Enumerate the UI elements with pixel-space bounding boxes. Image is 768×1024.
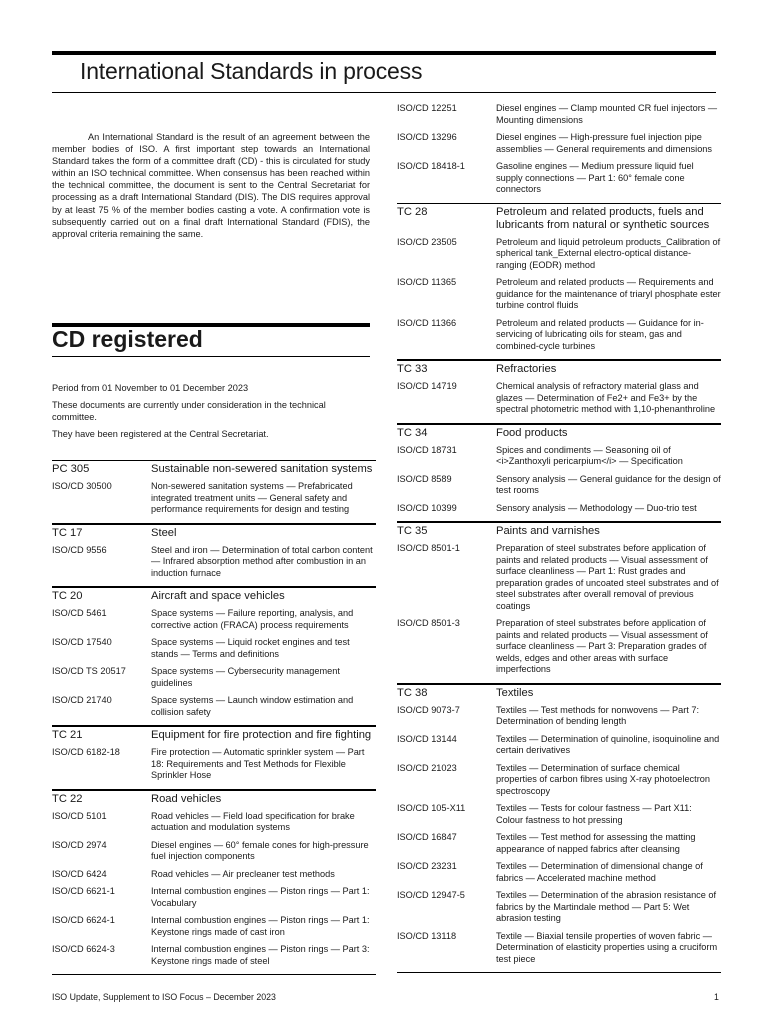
standard-code: ISO/CD 23505	[397, 236, 457, 247]
committee-name: Equipment for fire protection and fire fighting	[151, 729, 372, 741]
standard-title: Steel and iron — Determination of total carbon content — Infrared absorption method after combustion in an induction furnace	[151, 544, 373, 578]
standard-row	[397, 890, 721, 931]
committee-group	[52, 524, 376, 588]
committee-code: TC 33	[397, 363, 428, 375]
standard-row	[397, 277, 721, 318]
standard-code: ISO/CD 6624-3	[52, 944, 115, 954]
standard-title: Diesel engines — 60° female cones for high-pressure fuel injection components	[151, 839, 369, 861]
standard-code: ISO/CD 2974	[52, 839, 107, 850]
standard-code: ISO/CD 11365	[397, 277, 457, 287]
footer-text: ISO Update, Supplement to ISO Focus – December 2023	[52, 992, 276, 1002]
standard-row	[397, 445, 721, 474]
standard-row	[397, 931, 721, 972]
left-column	[52, 460, 376, 975]
standard-title: Internal combustion engines — Piston rings — Part 3: Keystone rings made of steel	[151, 944, 370, 966]
committee-items	[52, 478, 376, 523]
standard-row	[397, 763, 721, 804]
standard-row	[397, 734, 721, 763]
standard-code: ISO/CD 5101	[52, 810, 107, 821]
consideration-text: These documents are currently under consideration in the technical committee.	[52, 400, 326, 422]
title-underline	[52, 92, 716, 93]
standard-row	[52, 886, 376, 915]
standard-title: Diesel engines — High-pressure fuel injection pipe assemblies — General requirements and dimensions	[496, 132, 713, 154]
committee-group	[52, 726, 376, 790]
committee-name: Textiles	[496, 686, 534, 699]
page-number: 1	[714, 992, 719, 1002]
standard-code: ISO/CD 10399	[397, 502, 457, 513]
committee-name: Steel	[151, 526, 177, 539]
standard-code: ISO/CD 12947-5	[397, 890, 465, 900]
standard-row	[52, 637, 376, 666]
standard-title: Space systems — Liquid rocket engines and test stands — Terms and definitions	[151, 637, 350, 659]
standard-code: ISO/CD 16847	[397, 832, 457, 842]
standard-code: ISO/CD 6624-1	[52, 915, 115, 925]
standard-row	[52, 545, 376, 586]
standard-code: ISO/CD 23231	[397, 861, 457, 871]
standard-row	[397, 381, 721, 422]
committee-name: Petroleum and related products, fuels and lubricants from natural or synthetic sources	[496, 205, 710, 231]
standard-row	[397, 832, 721, 861]
title-rule	[52, 51, 716, 55]
standard-title: Textiles — Tests for colour fastness — Part X11: Colour fastness to hot pressing	[496, 803, 692, 825]
committee-items	[397, 442, 721, 522]
committee-header	[52, 460, 376, 478]
committee-group	[397, 360, 721, 424]
standard-code: ISO/CD 11366	[397, 317, 457, 328]
committee-code: PC 305	[52, 463, 90, 475]
standard-row	[52, 840, 376, 869]
committee-code: TC 28	[397, 205, 428, 218]
standard-title: Space systems — Failure reporting, analysis, and corrective action (FRACA) process requirements	[151, 608, 354, 630]
standard-row	[52, 944, 376, 973]
standard-row	[397, 161, 721, 202]
standard-code: ISO/CD 13118	[397, 930, 457, 941]
standard-title: Petroleum and related products — Requirements and guidance for the maintenance of triaryl phosphate ester turbine control fluids	[496, 277, 721, 310]
committee-header	[52, 587, 376, 605]
committee-header	[397, 424, 721, 442]
standard-row	[397, 861, 721, 890]
standard-code: ISO/CD 105-X11	[397, 803, 466, 813]
standard-code: ISO/CD 14719	[397, 381, 457, 391]
standard-code: ISO/CD 5461	[52, 608, 107, 618]
standard-row	[397, 543, 721, 618]
committee-code: TC 17	[52, 526, 83, 539]
committee-name: Road vehicles	[151, 792, 222, 805]
standard-row	[52, 695, 376, 724]
standard-title: Space systems — Cybersecurity management guidelines	[151, 666, 340, 688]
cd-underline	[52, 356, 370, 357]
committee-group	[397, 522, 721, 684]
standard-row	[397, 618, 721, 682]
standard-title: Sensory analysis — General guidance for the design of test rooms	[496, 473, 721, 495]
standard-title: Preparation of steel substrates before application of paints and related products — Visual assessment of surface cleanliness — Part 1: Rust grades and preparation grades of uncoated steel substrates and of steel substrates after overall removal of previous coatings	[496, 543, 719, 611]
committee-name: Food products	[496, 426, 568, 439]
standard-title: Internal combustion engines — Piston rings — Part 1: Keystone rings made of cast iron	[151, 915, 370, 937]
standard-code: ISO/CD TS 20517	[52, 666, 126, 676]
committee-items	[52, 808, 376, 975]
standard-title: Textiles — Determination of quinoline, isoquinoline and certain derivatives	[496, 733, 720, 755]
standard-title: Textiles — Determination of dimensional change of fabrics — Accelerated machine method	[496, 861, 703, 883]
standard-title: Road vehicles — Air precleaner test methods	[151, 868, 335, 879]
standard-title: Chemical analysis of refractory material glass and glazes — Determination of Fe2+ and Fe3+ by the spectral photometric method with 1,10-phenanthroline	[496, 381, 716, 414]
committee-group	[52, 460, 376, 524]
intro-paragraph	[52, 131, 370, 240]
standard-code: ISO/CD 18731	[397, 444, 457, 455]
standard-code: ISO/CD 8589	[397, 473, 452, 484]
committee-header	[397, 522, 721, 540]
standard-code: ISO/CD 9073-7	[397, 704, 460, 715]
standard-row	[52, 481, 376, 522]
standard-row	[397, 103, 721, 132]
standard-title: Internal combustion engines — Piston rings — Part 1: Vocabulary	[151, 886, 370, 908]
committee-name: Refractories	[496, 363, 557, 375]
standard-title: Sensory analysis — Methodology — Duo-trio test	[496, 502, 697, 513]
standard-title: Petroleum and liquid petroleum products_Calibration of spherical tank_External electro-optical distance-ranging (EODR) method	[496, 236, 721, 270]
committee-code: TC 34	[397, 426, 428, 439]
page-title: International Standards in process	[80, 58, 423, 84]
committee-group	[397, 424, 721, 523]
committee-items	[397, 234, 721, 360]
committee-name: Sustainable non-sewered sanitation systems	[151, 463, 373, 475]
standard-title: Preparation of steel substrates before application of paints and related products — Visual assessment of surface cleanliness — Part 3: Preparation grades of welds, edges and other areas with surface imperfections	[496, 618, 708, 674]
standard-row	[52, 811, 376, 840]
standard-row	[52, 747, 376, 788]
intro-text: An International Standard is the result of an agreement between the member bodies of ISO. A first important step towards an International Standard takes the form of a committee draft (CD) - this is circulated for study within an ISO technical committee. When consensus has been reached within the technical committee, the document is sent to the Central Secretariat for processing as a draft International Standard (DIS). The DIS requires approval by at least 75 % of the member bodies casting a vote. A confirmation vote is subsequently carried out on a final draft International Standard (FDIS), the approval criteria remaining the same.	[52, 132, 370, 239]
standard-row	[397, 503, 721, 521]
standard-title: Non-sewered sanitation systems — Prefabricated integrated treatment units — General safety and performance requirements for design and testing	[151, 481, 353, 514]
committee-code: TC 35	[397, 525, 428, 537]
standard-code: ISO/CD 8501-3	[397, 618, 460, 628]
standard-code: ISO/CD 13296	[397, 132, 457, 142]
standard-title: Textiles — Test methods for nonwovens — Part 7: Determination of bending length	[496, 704, 700, 726]
committee-items	[52, 744, 376, 789]
standard-code: ISO/CD 21023	[397, 762, 457, 773]
standard-title: Textiles — Determination of surface chemical properties of carbon fibres using X-ray photoelectron spectroscopy	[496, 762, 710, 796]
committee-group	[397, 684, 721, 974]
standard-row	[397, 318, 721, 359]
committee-code: TC 38	[397, 686, 428, 699]
standard-title: Diesel engines — Clamp mounted CR fuel injectors — Mounting dimensions	[496, 103, 718, 125]
committee-group	[397, 203, 721, 361]
standard-code: ISO/CD 12251	[397, 103, 457, 113]
standard-code: ISO/CD 30500	[52, 481, 112, 491]
standard-code: ISO/CD 6424	[52, 868, 107, 879]
standard-title: Fire protection — Automatic sprinkler system — Part 18: Requirements and Test Methods for Flexible Sprinkler Hose	[151, 747, 365, 780]
standard-row	[397, 474, 721, 503]
standard-row	[397, 705, 721, 734]
cd-title: CD registered	[52, 326, 203, 352]
standard-row	[52, 915, 376, 944]
standard-code: ISO/CD 21740	[52, 695, 112, 705]
standard-row	[397, 132, 721, 161]
standard-title: Textiles — Test method for assessing the matting appearance of napped fabrics after cleansing	[496, 832, 696, 854]
standard-row	[52, 869, 376, 887]
committee-header	[52, 524, 376, 542]
standard-row	[397, 237, 721, 278]
continued-items	[397, 103, 721, 203]
standard-code: ISO/CD 9556	[52, 544, 107, 555]
standard-code: ISO/CD 6182-18	[52, 747, 120, 757]
committee-group	[52, 587, 376, 726]
standard-title: Space systems — Launch window estimation and collision safety	[151, 695, 354, 717]
standard-title: Gasoline engines — Medium pressure liquid fuel supply connections — Part 1: 60° female cone connectors	[496, 161, 694, 194]
standard-code: ISO/CD 8501-1	[397, 543, 460, 553]
committee-items	[52, 542, 376, 587]
committee-group	[52, 790, 376, 976]
committee-name: Aircraft and space vehicles	[151, 590, 285, 602]
committee-header	[52, 790, 376, 808]
standard-code: ISO/CD 18418-1	[397, 161, 465, 171]
committee-header	[397, 360, 721, 378]
standard-title: Petroleum and related products — Guidance for in-servicing of lubricating oils for steam, gas and combined-cycle turbines	[496, 317, 704, 351]
committee-items	[397, 540, 721, 683]
committee-name: Paints and varnishes	[496, 525, 600, 537]
committee-code: TC 21	[52, 729, 83, 741]
registered-text: They have been registered at the Central Secretariat.	[52, 429, 269, 439]
standard-row	[397, 803, 721, 832]
committee-header	[397, 203, 721, 234]
standard-code: ISO/CD 6621-1	[52, 886, 115, 896]
committee-code: TC 22	[52, 792, 83, 805]
committee-header	[52, 726, 376, 744]
standard-title: Road vehicles — Field load specification for brake actuation and modulation systems	[151, 810, 355, 832]
period-text: Period from 01 November to 01 December 2023	[52, 383, 249, 393]
right-column	[397, 103, 721, 973]
standard-title: Textiles — Determination of the abrasion resistance of fabrics by the Martindale method — Part 5: Wet abrasion testing	[496, 890, 717, 923]
committee-items	[397, 378, 721, 423]
committee-items	[397, 702, 721, 973]
committee-header	[397, 684, 721, 702]
standard-code: ISO/CD 17540	[52, 637, 112, 647]
standard-row	[52, 666, 376, 695]
standard-title: Spices and condiments — Seasoning oil of <i>Zanthoxyli pericarpium</i> — Specification	[496, 444, 683, 466]
committee-items	[52, 605, 376, 725]
committee-code: TC 20	[52, 590, 83, 602]
standard-code: ISO/CD 13144	[397, 733, 457, 744]
standard-title: Textile — Biaxial tensile properties of woven fabric — Determination of elasticity properties using a cruciform test piece	[496, 930, 718, 964]
standard-row	[52, 608, 376, 637]
